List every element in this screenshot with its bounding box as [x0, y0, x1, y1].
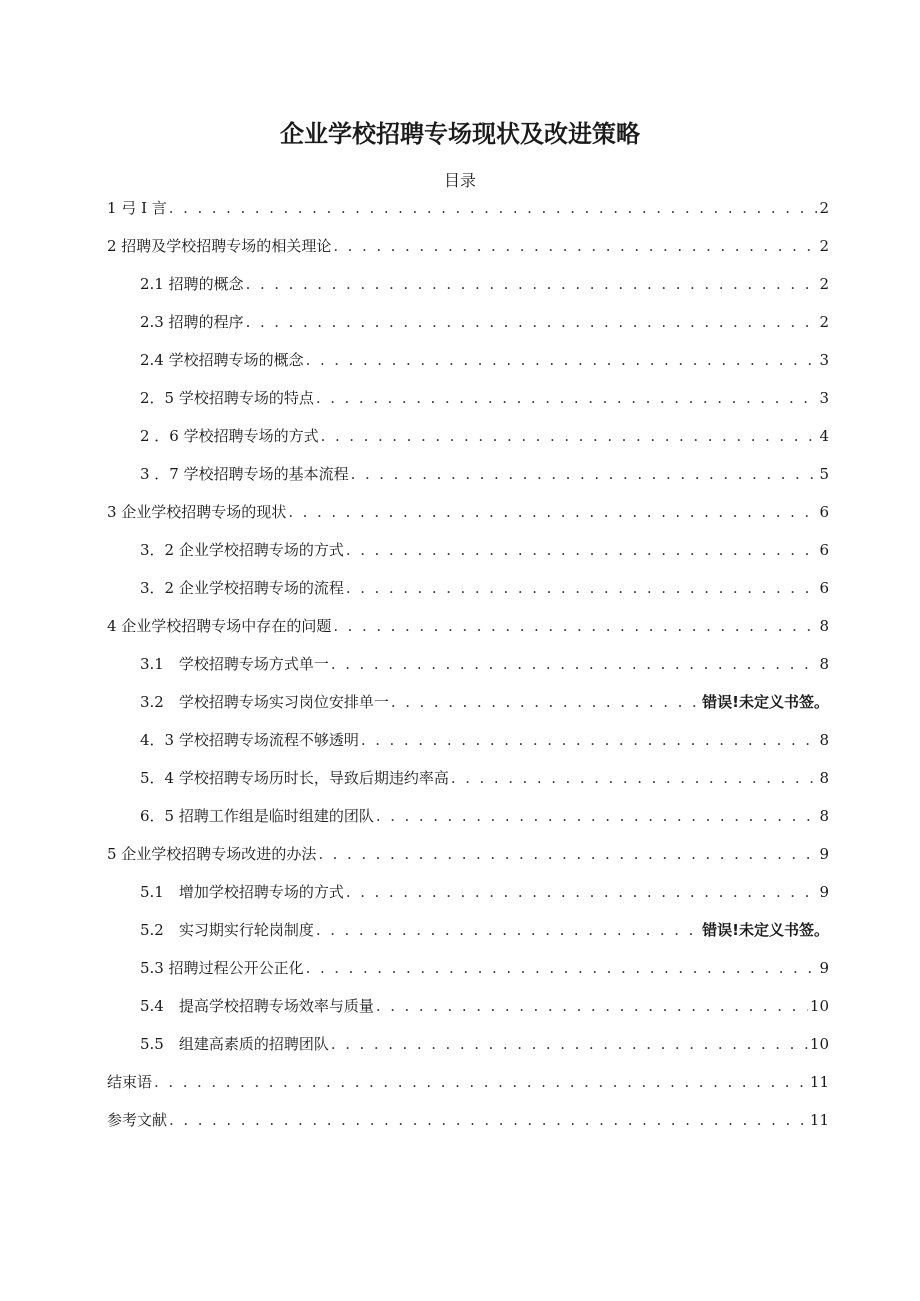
toc-entry-page-number: 9: [819, 883, 829, 901]
toc-entry[interactable]: [107, 425, 829, 463]
toc-dot-leader: [246, 275, 818, 293]
toc-entry[interactable]: [107, 957, 829, 995]
toc-heading: 目录: [443, 171, 476, 190]
toc-entry[interactable]: [107, 729, 829, 767]
toc-dot-leader: [316, 921, 700, 939]
toc-entry[interactable]: [107, 539, 829, 577]
toc-entry-label: 3.2 学校招聘专场实习岗位安排单一: [140, 693, 389, 711]
toc-dot-leader: [331, 1035, 808, 1053]
toc-entry-page-number: 6: [819, 541, 829, 559]
toc-entry-label: 5 企业学校招聘专场改进的办法: [107, 845, 317, 863]
toc-dot-leader: [306, 351, 818, 369]
toc-entry-page-number: 8: [819, 617, 829, 635]
toc-entry[interactable]: [107, 919, 829, 957]
toc-dot-leader: [321, 427, 818, 445]
toc-dot-leader: [391, 693, 700, 711]
toc-entry-page-number: 10: [809, 997, 829, 1015]
toc-entry-page-number: 11: [809, 1111, 829, 1129]
toc-dot-leader: [169, 1111, 808, 1129]
toc-dot-leader: [288, 503, 817, 521]
toc-entry-page-number: 8: [819, 807, 829, 825]
toc-entry[interactable]: [107, 767, 829, 805]
toc-dot-leader: [361, 731, 818, 749]
toc-entry-bookmark-error: 错误!未定义书签。: [702, 693, 829, 711]
toc-entry-page-number: 10: [809, 1035, 829, 1053]
toc-entry[interactable]: [107, 1033, 829, 1071]
toc-entry[interactable]: [107, 273, 829, 311]
toc-entry[interactable]: [107, 577, 829, 615]
toc-dot-leader: [318, 845, 817, 863]
toc-dot-leader: [346, 541, 818, 559]
toc-entry-label: 5.2 实习期实行轮岗制度: [140, 921, 314, 939]
toc-entry-label: 2 ．6 学校招聘专场的方式: [140, 427, 319, 445]
toc-entry-label: 3．2 企业学校招聘专场的流程: [140, 579, 344, 597]
toc-dot-leader: [333, 617, 817, 635]
toc-entry-page-number: 8: [819, 769, 829, 787]
toc-entry[interactable]: [107, 881, 829, 919]
toc-entry-label: 5.5 组建高素质的招聘团队: [140, 1035, 329, 1053]
document-title: 企业学校招聘专场现状及改进策略: [280, 120, 640, 148]
toc-entry-label: 参考文献: [107, 1111, 168, 1129]
toc-entry[interactable]: [107, 1071, 829, 1109]
toc-entry-label: 5．4 学校招聘专场历时长，导致后期违约率高: [140, 769, 449, 787]
toc-entry[interactable]: [107, 349, 829, 387]
toc-entry-page-number: 9: [819, 959, 829, 977]
toc-entry[interactable]: [107, 995, 829, 1033]
toc-entry-page-number: 3: [819, 351, 829, 369]
toc-entry-label: 4 企业学校招聘专场中存在的问题: [107, 617, 332, 635]
toc-entry[interactable]: [107, 235, 829, 273]
toc-dot-leader: [331, 655, 818, 673]
toc-entry[interactable]: [107, 615, 829, 653]
toc-entry-page-number: 2: [819, 275, 829, 293]
toc-entry-label: 2.3 招聘的程序: [140, 313, 244, 331]
toc-entry[interactable]: [107, 691, 829, 729]
toc-entry[interactable]: [107, 1109, 829, 1147]
toc-dot-leader: [451, 769, 818, 787]
toc-entry-label: 2 招聘及学校招聘专场的相关理论: [107, 237, 332, 255]
toc-entry-page-number: 11: [809, 1073, 829, 1091]
toc-dot-leader: [333, 237, 817, 255]
toc-dot-leader: [376, 997, 808, 1015]
toc-entry-label: 结束语: [107, 1073, 153, 1091]
toc-entry[interactable]: [107, 501, 829, 539]
toc-entry[interactable]: [107, 463, 829, 501]
toc-entry-page-number: 9: [819, 845, 829, 863]
toc-entry[interactable]: [107, 311, 829, 349]
toc-dot-leader: [376, 807, 818, 825]
toc-entry-label: 2.4 学校招聘专场的概念: [140, 351, 304, 369]
toc-dot-leader: [154, 1073, 808, 1091]
toc-entry-page-number: 4: [819, 427, 829, 445]
toc-entry-page-number: 5: [819, 465, 829, 483]
toc-entry-label: 2.1 招聘的概念: [140, 275, 244, 293]
toc-dot-leader: [306, 959, 818, 977]
toc-entry-label: 5.3 招聘过程公开公正化: [140, 959, 304, 977]
toc-dot-leader: [346, 883, 818, 901]
toc-entry[interactable]: [107, 197, 829, 235]
toc-entry-page-number: 3: [819, 389, 829, 407]
toc-entry-label: 2．5 学校招聘专场的特点: [140, 389, 314, 407]
toc-entry-label: 1 弓 I 言: [107, 199, 167, 217]
toc-entry[interactable]: [107, 653, 829, 691]
toc-entry-label: 3.1 学校招聘专场方式单一: [140, 655, 329, 673]
toc-entry[interactable]: [107, 387, 829, 425]
toc-entry-label: 5.1 增加学校招聘专场的方式: [140, 883, 344, 901]
toc-entry[interactable]: [107, 843, 829, 881]
toc-entry-label: 6．5 招聘工作组是临时组建的团队: [140, 807, 374, 825]
toc-dot-leader: [316, 389, 818, 407]
toc-dot-leader: [169, 199, 818, 217]
toc-entry-label: 4．3 学校招聘专场流程不够透明: [140, 731, 359, 749]
toc-entry-page-number: 8: [819, 655, 829, 673]
toc-entry[interactable]: [107, 805, 829, 843]
toc-entry-page-number: 6: [819, 579, 829, 597]
toc-entry-page-number: 2: [819, 313, 829, 331]
toc-entry-page-number: 2: [819, 237, 829, 255]
toc-entry-bookmark-error: 错误!未定义书签。: [702, 921, 829, 939]
toc-entry-page-number: 2: [819, 199, 829, 217]
toc-entry-page-number: 8: [819, 731, 829, 749]
toc-entry-label: 5.4 提高学校招聘专场效率与质量: [140, 997, 374, 1015]
toc-dot-leader: [351, 465, 818, 483]
toc-entry-page-number: 6: [819, 503, 829, 521]
table-of-contents: [107, 197, 829, 1147]
toc-entry-label: 3．2 企业学校招聘专场的方式: [140, 541, 344, 559]
toc-entry-label: 3 企业学校招聘专场的现状: [107, 503, 287, 521]
toc-entry-label: 3 ．7 学校招聘专场的基本流程: [140, 465, 349, 483]
toc-dot-leader: [346, 579, 818, 597]
toc-dot-leader: [246, 313, 818, 331]
